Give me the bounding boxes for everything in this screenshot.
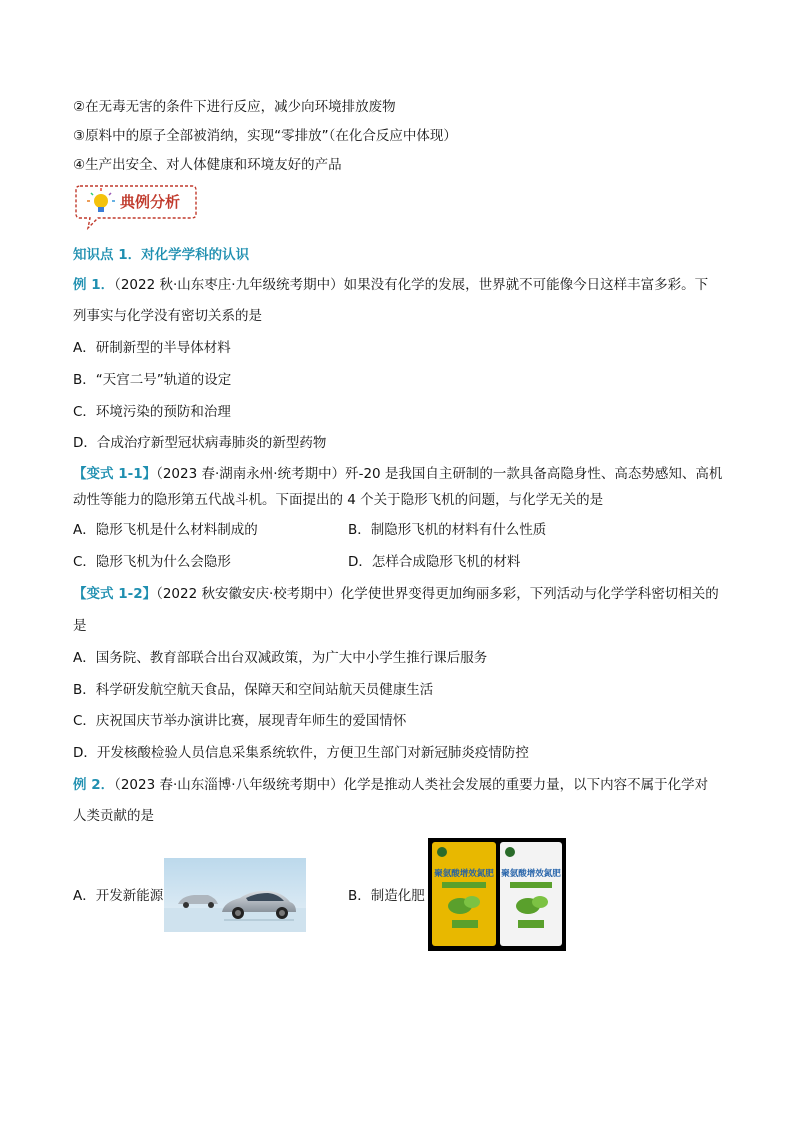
fertilizer-brand-yellow: 聚氨酸增效氮肥 [434, 869, 494, 879]
example1-stem [73, 275, 708, 295]
variant1-1-stem-line2: 动性等能力的隐形第五代战斗机。下面提出的 4 个关于隐形飞机的问题，与化学无关的是 [73, 492, 604, 508]
example2-stem [73, 775, 708, 795]
example1-option-d: D．合成治疗新型冠状病毒肺炎的新型药物 [73, 435, 327, 451]
variant1-1-option-b: B．制隐形飞机的材料有什么性质 [348, 522, 547, 538]
example1-stem-text: 如果没有化学的发展，世界就不可能像今日这样丰富多彩。下 [343, 277, 709, 293]
variant1-2-stem [73, 584, 719, 604]
variant1-2-option-d: D．开发核酸检验人员信息采集系统软件，方便卫生部门对新冠肺炎疫情防控 [73, 745, 529, 761]
example1-option-b: B．“天宫二号”轨道的设定 [73, 372, 232, 388]
example1-source: （2022 秋·山东枣庄·九年级统考期中） [114, 277, 344, 293]
variant1-2-option-a: A．国务院、教育部联合出台双减政策，为广大中小学生推行课后服务 [73, 650, 488, 666]
fertilizer-bags-image [428, 838, 566, 951]
variant1-2-stem-line2: 是 [73, 618, 87, 634]
variant1-1-stem [73, 464, 722, 484]
example2-stem-line2: 人类贡献的是 [73, 808, 154, 824]
variant1-1-stem-text: 歼-20 是我国自主研制的一款具备高隐身性、高态势感知、高机 [345, 466, 723, 482]
banner-text: 典例分析 [120, 193, 181, 211]
variant1-2-label: 【变式 1-2】 [73, 586, 157, 602]
variant1-2-stem-text: 化学使世界变得更加绚丽多彩，下列活动与化学学科密切相关的 [340, 586, 719, 602]
intro-item-3: ③原料中的原子全部被消纳，实现“零排放”（在化合反应中体现） [73, 128, 457, 144]
example2-option-a: A．开发新能源 [73, 888, 164, 904]
example1-option-a: A．研制新型的半导体材料 [73, 340, 231, 356]
electric-car-image [164, 858, 306, 932]
variant1-1-option-c: C．隐形飞机为什么会隐形 [73, 554, 231, 570]
example-analysis-banner [74, 182, 198, 230]
example2-label: 例 2． [73, 777, 115, 793]
variant1-1-option-d: D．怎样合成隐形飞机的材料 [348, 554, 521, 570]
fertilizer-brand-white: 聚氨酸增效氮肥 [501, 869, 561, 879]
variant1-2-source: （2022 秋安徽安庆·校考期中） [156, 586, 341, 602]
variant1-1-label: 【变式 1-1】 [73, 466, 157, 482]
variant1-2-option-b: B．科学研发航空航天食品，保障天和空间站航天员健康生活 [73, 682, 434, 698]
variant1-1-source: （2023 春·湖南永州·统考期中） [156, 466, 346, 482]
variant1-2-option-c: C．庆祝国庆节举办演讲比赛，展现青年师生的爱国情怀 [73, 713, 407, 729]
example1-stem-line2: 列事实与化学没有密切关系的是 [73, 308, 262, 324]
intro-item-4: ④生产出安全、对人体健康和环境友好的产品 [73, 157, 342, 173]
example2-option-b: B．制造化肥 [348, 888, 425, 904]
variant1-1-option-a: A．隐形飞机是什么材料制成的 [73, 522, 258, 538]
example2-stem-text: 化学是推动人类社会发展的重要力量，以下内容不属于化学对 [343, 777, 709, 793]
example1-label: 例 1． [73, 277, 115, 293]
knowledge-point-title: 知识点 1．对化学学科的认识 [73, 247, 250, 263]
example2-source: （2023 春·山东淄博·八年级统考期中） [114, 777, 344, 793]
example1-option-c: C．环境污染的预防和治理 [73, 404, 231, 420]
intro-item-2: ②在无毒无害的条件下进行反应，减少向环境排放废物 [73, 99, 396, 115]
